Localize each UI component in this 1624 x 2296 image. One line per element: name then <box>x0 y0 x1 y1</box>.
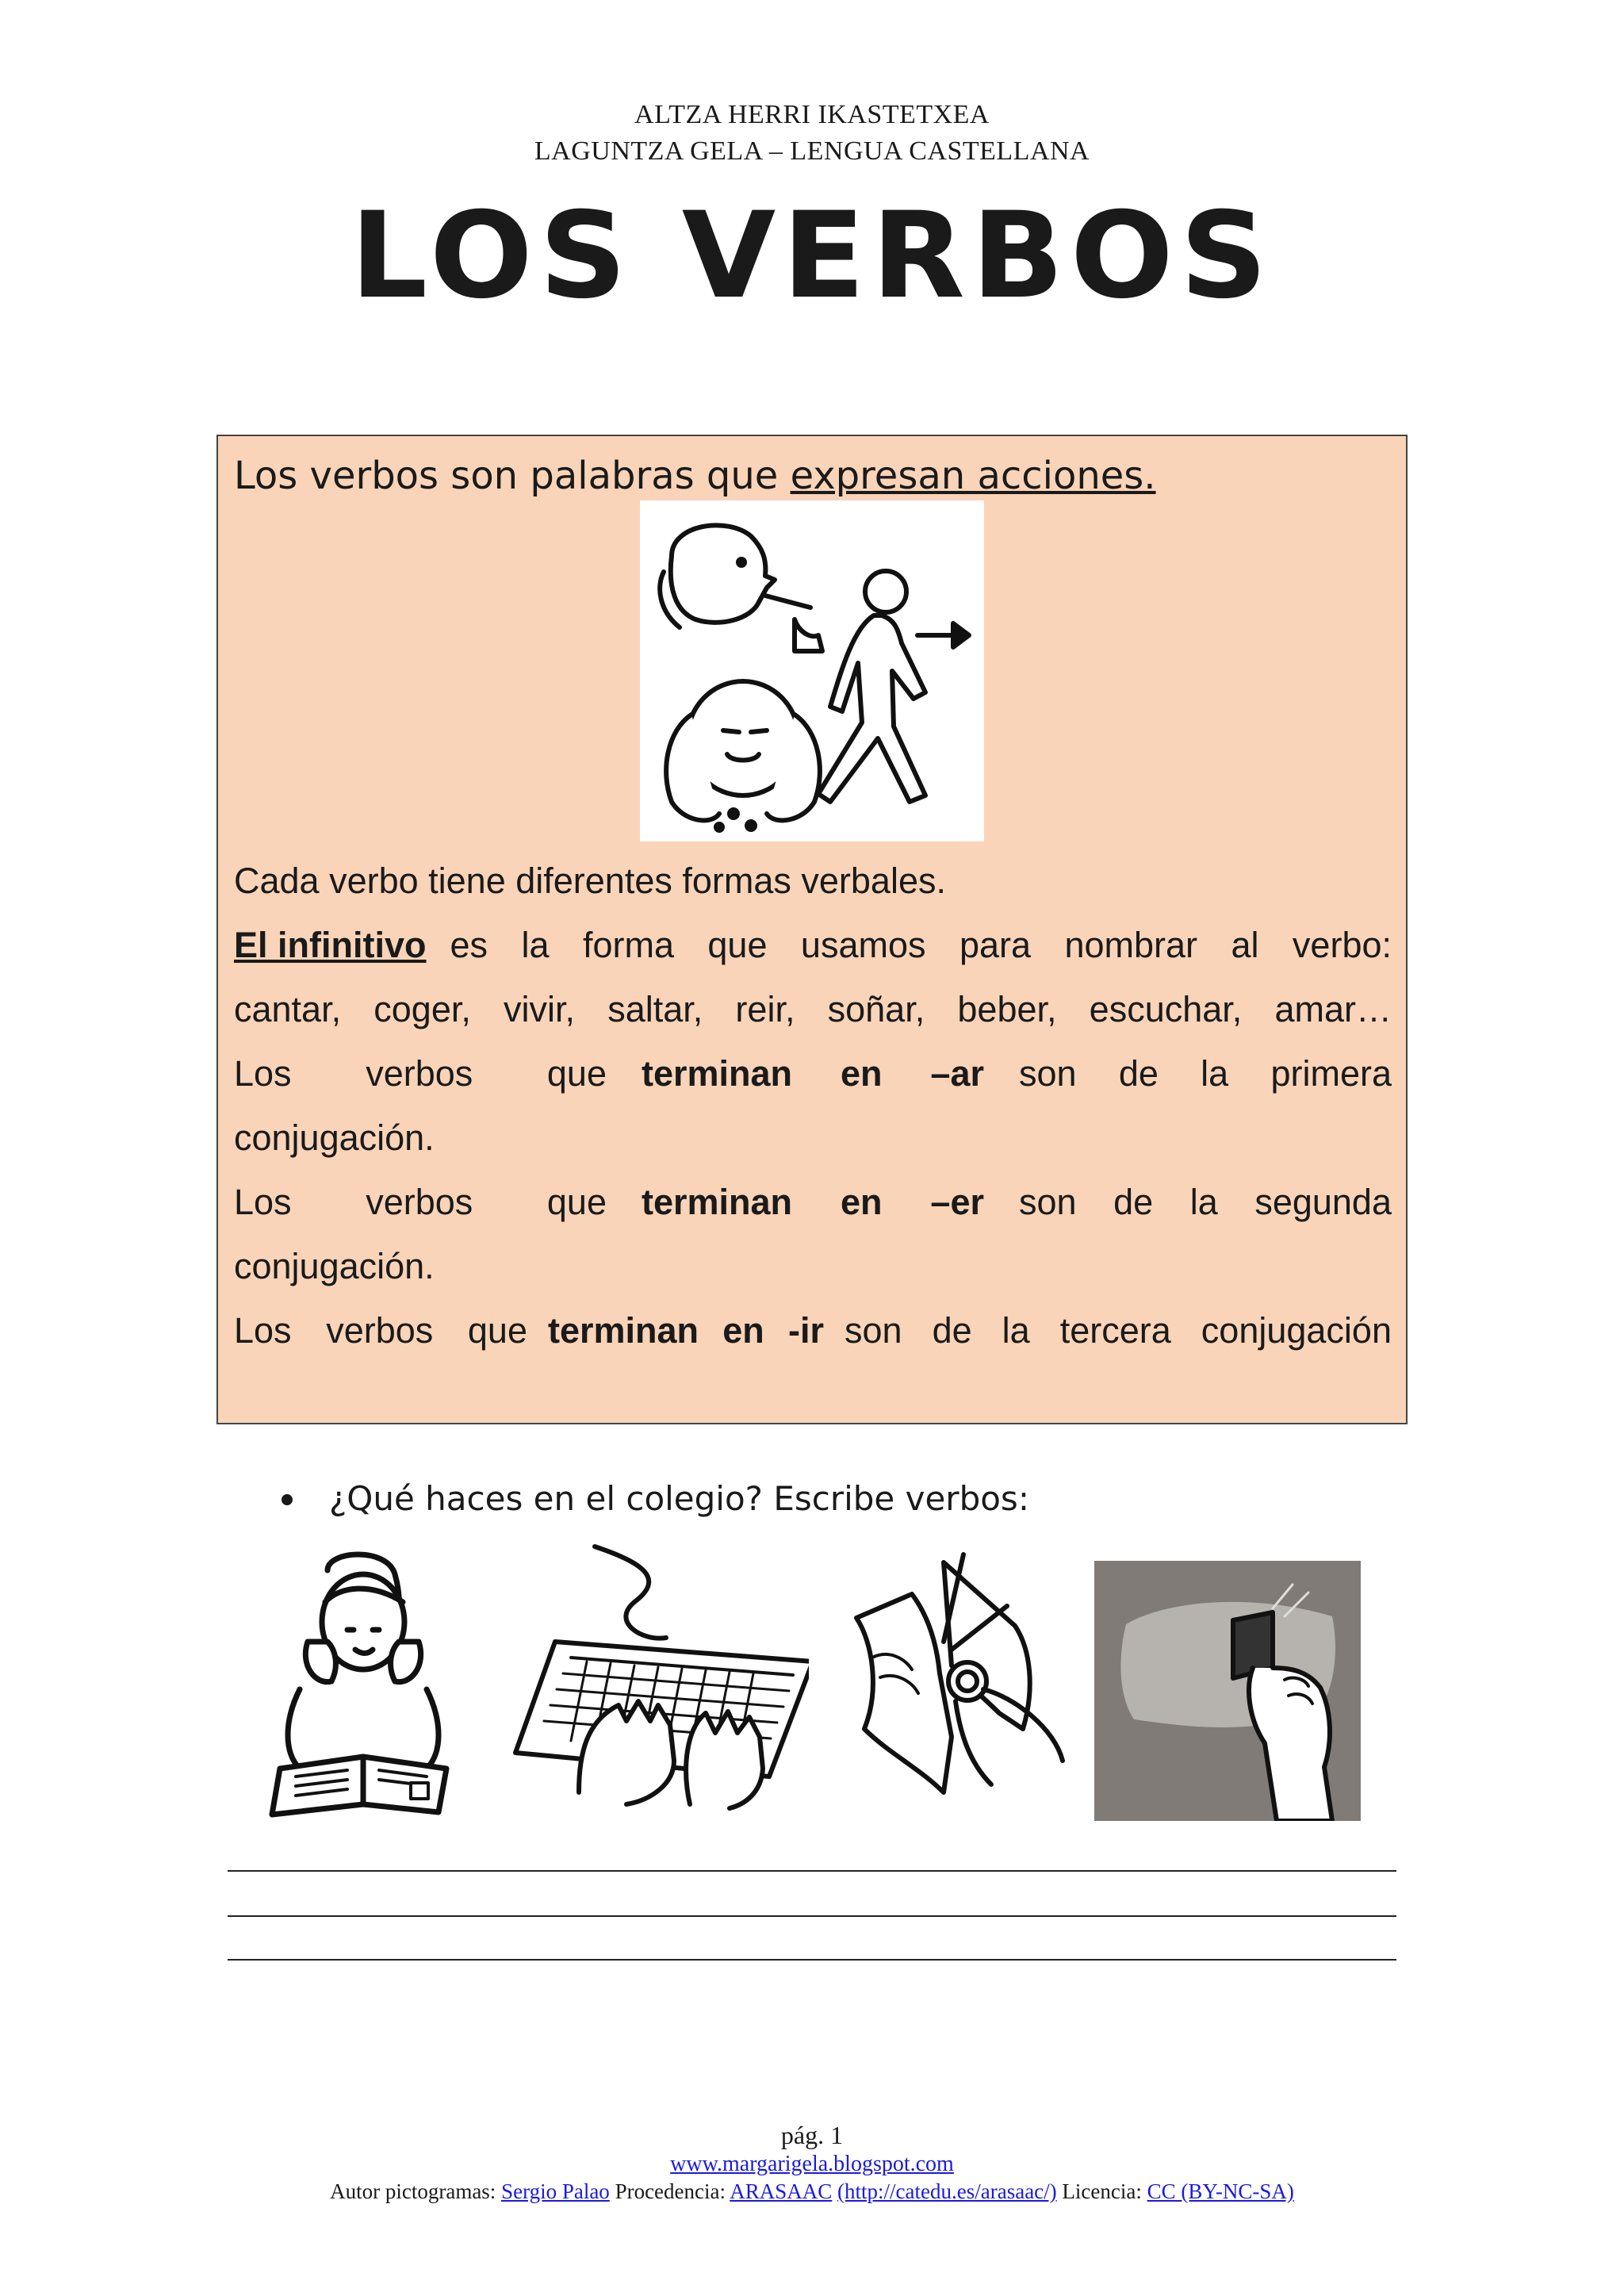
scissors-cutting-icon <box>825 1531 1071 1824</box>
eraser-board-icon <box>1094 1561 1361 1821</box>
forms-sentence: Cada verbo tiene diferentes formas verbales. <box>234 861 946 901</box>
pictogram-erasing <box>1094 1561 1361 1821</box>
footer-site <box>0 2151 1624 2178</box>
school-header <box>0 97 1624 170</box>
conjugation-2-post: son de la segunda <box>1019 1182 1392 1222</box>
conjugation-3-line <box>234 1298 1392 1363</box>
conjugation-2-end: conjugación. <box>234 1246 435 1286</box>
actions-icon <box>640 500 984 841</box>
answer-line-1[interactable] <box>228 1870 1396 1872</box>
pictogram-typing <box>508 1531 809 1824</box>
site-link[interactable]: www.margarigela.blogspot.com <box>670 2152 954 2176</box>
source-label: Procedencia: <box>615 2179 726 2203</box>
conjugation-1-end: conjugación. <box>234 1117 435 1158</box>
definition-lead-underlined: expresan acciones. <box>790 454 1156 498</box>
source-link[interactable]: ARASAAC <box>730 2179 833 2203</box>
conjugation-1-line <box>234 1041 1392 1106</box>
definition-lead <box>234 452 1156 500</box>
page-title: LOS VERBOS <box>350 187 1274 325</box>
actions-pictogram <box>640 500 984 841</box>
license-label: Licencia: <box>1062 2179 1142 2203</box>
conjugation-2-line <box>234 1170 1392 1234</box>
answer-line-2[interactable] <box>228 1915 1396 1917</box>
pictogram-cutting <box>825 1531 1071 1824</box>
conjugation-2-ending: terminan en –er <box>642 1182 984 1222</box>
infinitive-line <box>234 913 1392 977</box>
infinitive-definition: es la forma que usamos para nombrar al verbo: <box>450 925 1392 965</box>
definition-box <box>216 435 1408 1424</box>
keyboard-typing-icon <box>508 1531 809 1824</box>
infinitive-term: El infinitivo <box>234 925 427 965</box>
license-link[interactable]: CC (BY-NC-SA) <box>1147 2179 1294 2203</box>
definition-lead-text: Los verbos son palabras que <box>234 454 791 498</box>
pictogram-reading <box>252 1531 458 1824</box>
class-subject: LAGUNTZA GELA – LENGUA CASTELLANA <box>534 136 1090 166</box>
child-reading-icon <box>252 1531 458 1824</box>
author-link[interactable]: Sergio Palao <box>501 2179 610 2203</box>
bullet-icon <box>282 1494 293 1505</box>
conjugation-3-post: son de la tercera conjugación <box>845 1310 1392 1351</box>
school-name: ALTZA HERRI IKASTETXEA <box>634 100 990 129</box>
conjugation-3-ending: terminan en -ir <box>548 1310 824 1351</box>
footer-credits <box>0 2178 1624 2205</box>
conjugation-1-pre: Los verbos que <box>234 1053 607 1094</box>
page-number: pág. 1 <box>780 2121 844 2149</box>
exercise-prompt: ¿Qué haces en el colegio? Escribe verbos: <box>329 1479 1029 1518</box>
conjugation-3-pre: Los verbos que <box>234 1310 527 1351</box>
conjugation-2-pre: Los verbos que <box>234 1182 607 1222</box>
verb-examples: cantar, coger, vivir, saltar, reir, soñar, beber, escuchar, amar… <box>234 989 1392 1029</box>
conjugation-1-post: son de la primera <box>1019 1053 1392 1094</box>
answer-line-3[interactable] <box>228 1959 1396 1961</box>
conjugation-1-ending: terminan en –ar <box>642 1053 984 1094</box>
author-label: Autor pictogramas: <box>330 2179 496 2203</box>
source-url-link[interactable]: (http://catedu.es/arasaac/) <box>837 2179 1057 2203</box>
